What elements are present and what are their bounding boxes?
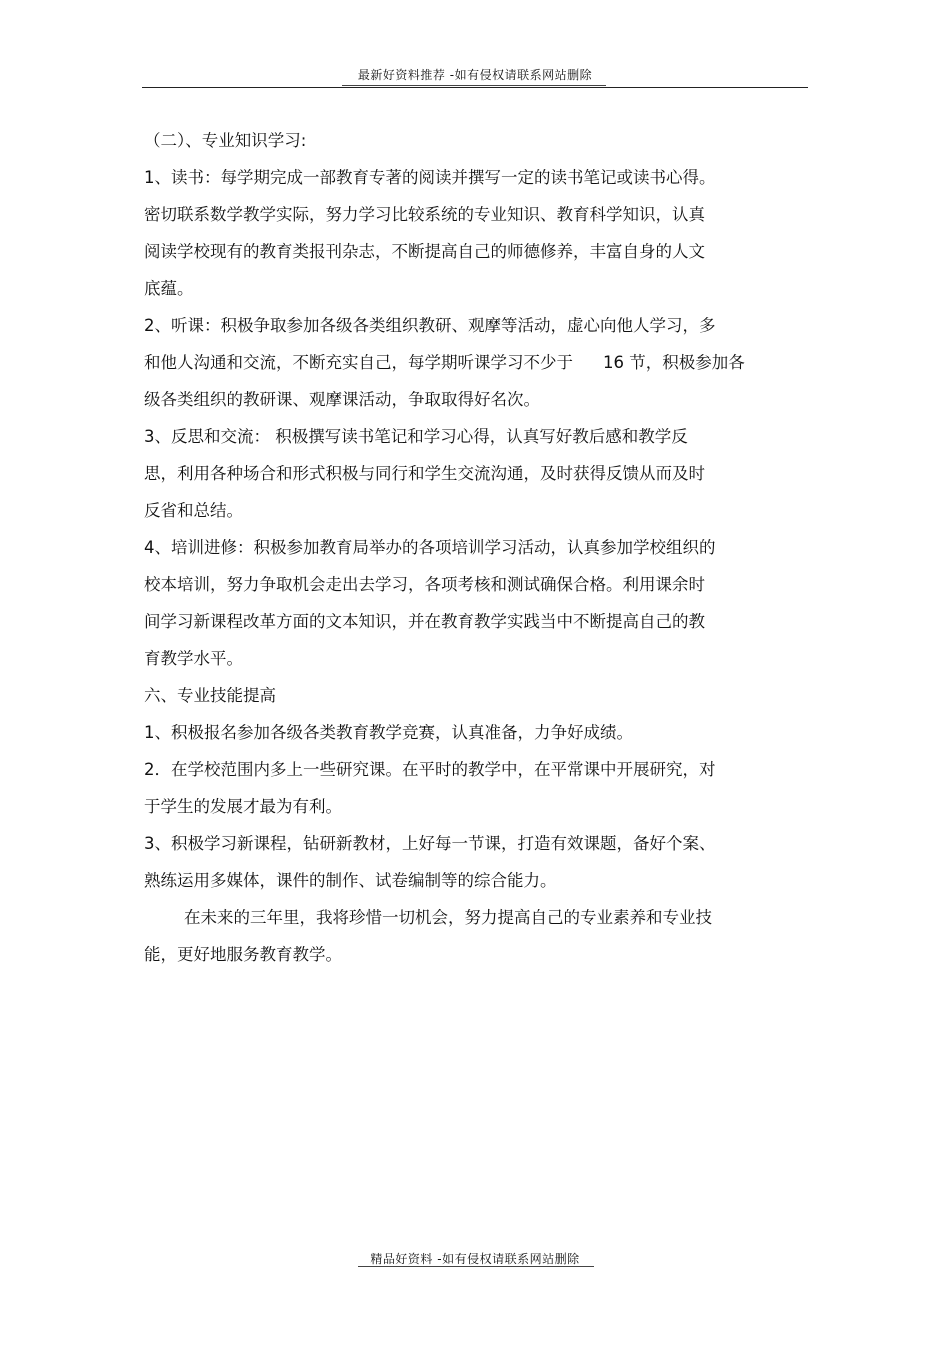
footer-underline [358, 1266, 594, 1267]
paragraph-line: 级各类组织的教研课、观摩课活动，争取取得好名次。 [144, 390, 540, 409]
paragraph-line: 3、反思和交流： 积极撰写读书笔记和学习心得，认真写好教后感和教学反 [144, 427, 688, 446]
paragraph-line: 于学生的发展才最为有利。 [144, 797, 342, 816]
paragraph-line: 1、积极报名参加各级各类教育教学竞赛，认真准备，力争好成绩。 [144, 723, 633, 742]
paragraph-line-part: 和他人沟通和交流，不断充实自己，每学期听课学习不少于 [144, 353, 573, 372]
closing-paragraph-line: 在未来的三年里，我将珍惜一切机会，努力提高自己的专业素养和专业技 [184, 908, 712, 927]
section-heading-knowledge: （二）、专业知识学习: [144, 131, 307, 150]
paragraph-line: 4、培训进修：积极参加教育局举办的各项培训学习活动，认真参加学校组织的 [144, 538, 716, 557]
paragraph-line: 育教学水平。 [144, 649, 243, 668]
paragraph-line: 2、听课：积极争取参加各级各类组织教研、观摩等活动，虚心向他人学习，多 [144, 316, 716, 335]
closing-paragraph-line: 能，更好地服务教育教学。 [144, 945, 342, 964]
paragraph-line: 间学习新课程改革方面的文本知识，并在教育教学实践当中不断提高自己的教 [144, 612, 705, 631]
paragraph-line: 2．在学校范围内多上一些研究课。在平时的教学中，在平常课中开展研究，对 [144, 760, 716, 779]
paragraph-line [144, 344, 824, 381]
paragraph-line: 校本培训，努力争取机会走出去学习，各项考核和测试确保合格。利用课余时 [144, 575, 705, 594]
paragraph-line: 3、积极学习新课程，钻研新教材，上好每一节课，打造有效课题，备好个案、 [144, 834, 716, 853]
paragraph-line-part: 16 节，积极参加各 [603, 353, 745, 372]
paragraph-line: 密切联系数学教学实际，努力学习比较系统的专业知识、教育科学知识，认真 [144, 205, 705, 224]
paragraph-line: 1、读书：每学期完成一部教育专著的阅读并撰写一定的读书笔记或读书心得。 [144, 168, 716, 187]
page-footer: 精品好资料 -如有侵权请联系网站删除 [370, 1252, 580, 1266]
paragraph-line: 思，利用各种场合和形式积极与同行和学生交流沟通，及时获得反馈从而及时 [144, 464, 705, 483]
document-body [144, 122, 824, 973]
page-header: 最新好资料推荐 -如有侵权请联系网站删除 [357, 68, 593, 82]
header-underline [342, 85, 606, 86]
header-rule [142, 87, 808, 88]
paragraph-line: 底蕴。 [144, 279, 194, 298]
paragraph-line: 熟练运用多媒体，课件的制作、试卷编制等的综合能力。 [144, 871, 557, 890]
section-heading-skills: 六、专业技能提高 [144, 686, 276, 705]
paragraph-line: 反省和总结。 [144, 501, 243, 520]
paragraph-line: 阅读学校现有的教育类报刊杂志，不断提高自己的师德修养，丰富自身的人文 [144, 242, 705, 261]
